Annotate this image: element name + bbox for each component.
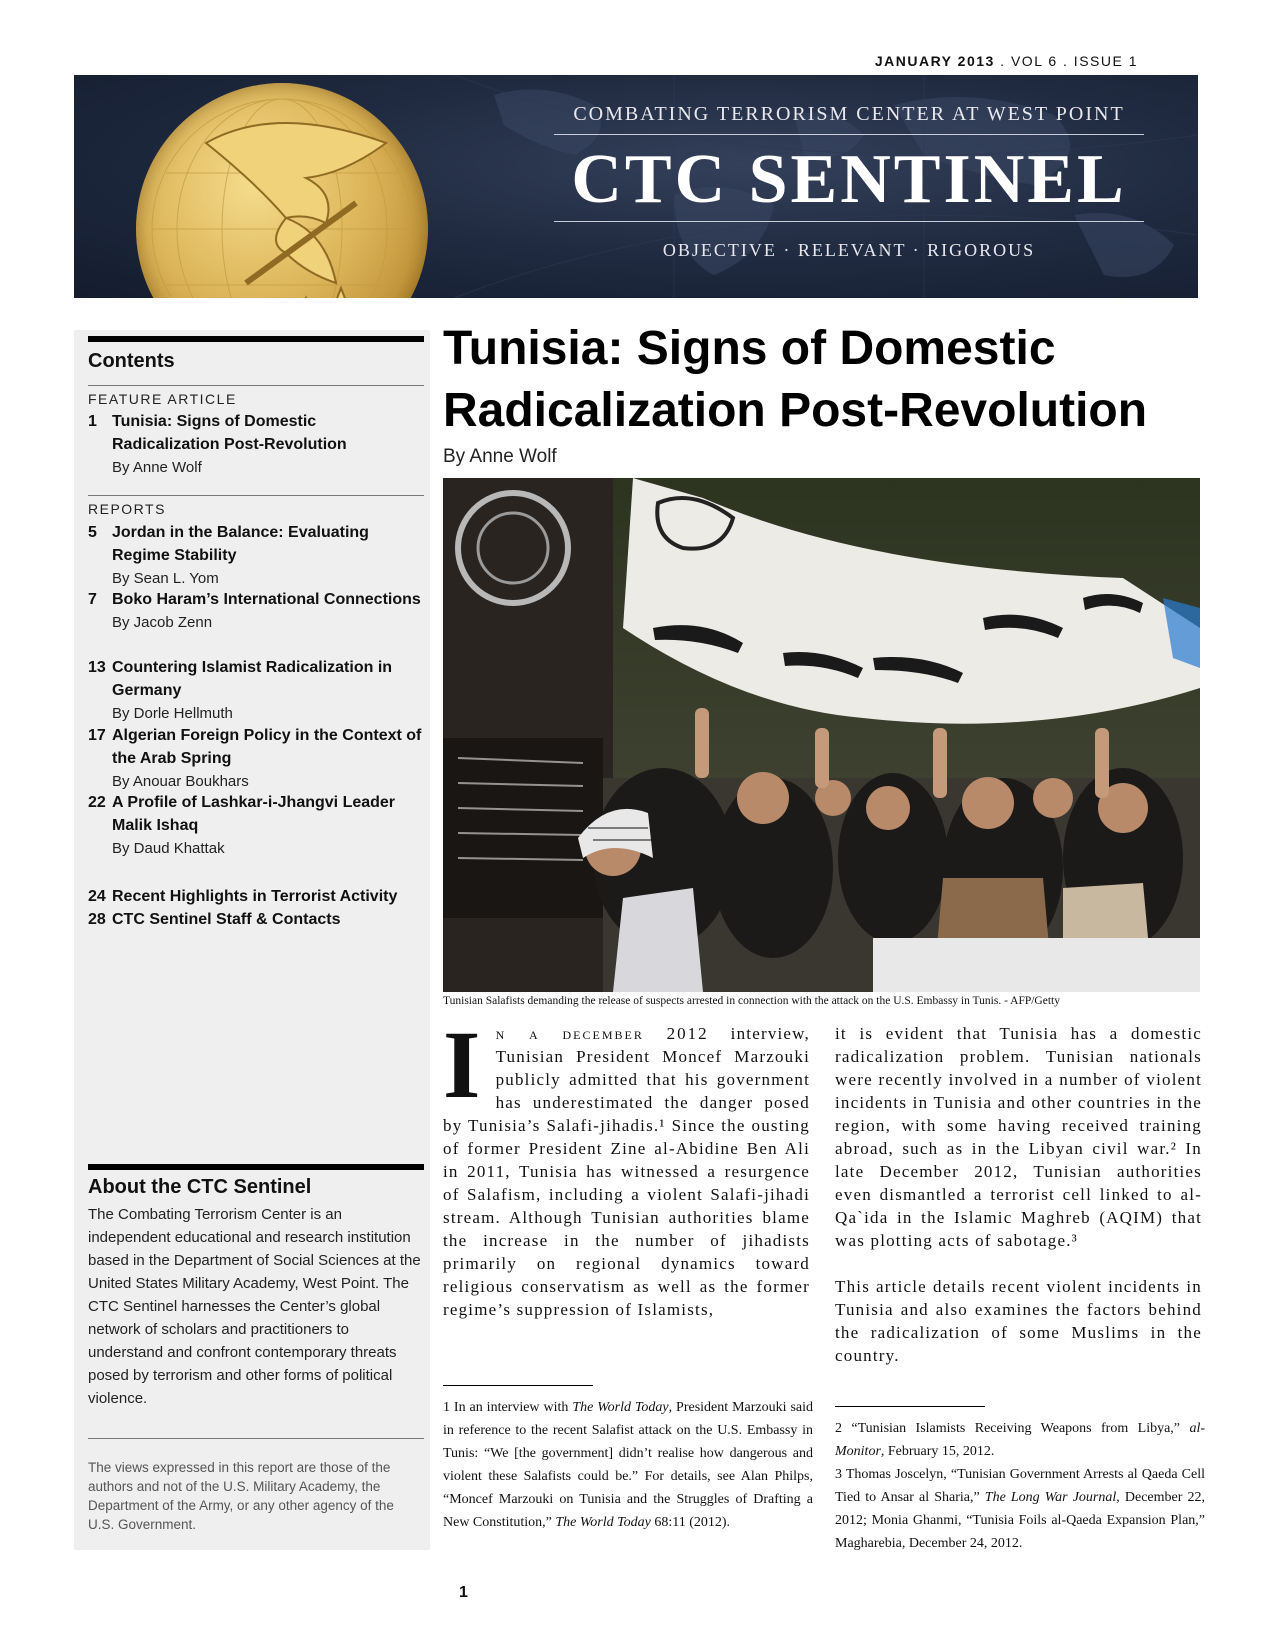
masthead bbox=[74, 75, 1198, 298]
issue-month: JANUARY 2013 bbox=[874, 53, 995, 69]
toc-author: By Anouar Boukhars bbox=[112, 773, 249, 790]
toc-author: By Dorle Hellmuth bbox=[112, 705, 233, 722]
footnote-2: 2 “Tunisian Islamists Receiving Weapons from Libya,” al-Monitor, February 15, 2012. bbox=[835, 1421, 1205, 1459]
article-column-2 bbox=[835, 1022, 1202, 1367]
article-photo-protest bbox=[443, 478, 1200, 992]
masthead-organization: COMBATING TERRORISM CENTER AT WEST POINT bbox=[573, 103, 1125, 125]
masthead-tagline: OBJECTIVE · RELEVANT · RIGOROUS bbox=[662, 240, 1036, 260]
issue-volume: . VOL 6 . ISSUE 1 bbox=[994, 53, 1138, 69]
toc-item-highlights[interactable] bbox=[88, 885, 424, 908]
toc-page-number: 5 bbox=[88, 524, 97, 541]
issue-line bbox=[875, 53, 1138, 69]
toc-page-number: 13 bbox=[88, 659, 106, 676]
toc-title: Jordan in the Balance: Evaluating Regime Stability bbox=[112, 524, 369, 564]
footnote-1: 1 In an interview with The World Today, President Marzouki said in reference to the recent Salafist attack on the U.S. Embassy in Tunis: “We [the government] didn’t realise how dangerous and violent these Salafists could be.” For details, see Alan Philps, “Moncef Marzouki on Tunisia and the Struggles of Drafting a New Constitution,” The World Today 68:11 (2012). bbox=[443, 1400, 813, 1530]
feature-article-label: FEATURE ARTICLE bbox=[88, 391, 237, 407]
drop-cap: I bbox=[443, 1011, 482, 1118]
article-paragraph: This article details recent violent incidents in Tunisia and also examines the factors behind the radicalization of some Muslims in the country. bbox=[835, 1277, 1202, 1365]
article-column-1 bbox=[443, 1011, 811, 1321]
toc-item-feature[interactable] bbox=[88, 410, 424, 479]
toc-title: Boko Haram’s International Connections bbox=[112, 591, 421, 608]
toc-author: By Daud Khattak bbox=[112, 840, 225, 857]
toc-title: Recent Highlights in Terrorist Activity bbox=[112, 888, 398, 905]
contents-heading: Contents bbox=[88, 350, 175, 372]
toc-item-report[interactable] bbox=[88, 588, 424, 634]
toc-author: By Anne Wolf bbox=[112, 459, 202, 476]
toc-item-staff[interactable] bbox=[88, 908, 424, 931]
reports-label: REPORTS bbox=[88, 501, 166, 517]
reports-rule bbox=[88, 495, 424, 496]
toc-page-number: 22 bbox=[88, 794, 106, 811]
contents-rule bbox=[88, 385, 424, 386]
toc-page-number: 1 bbox=[88, 413, 97, 430]
contents-top-bar bbox=[88, 336, 424, 342]
toc-title: A Profile of Lashkar-i-Jhangvi Leader Malik Ishaq bbox=[112, 794, 396, 834]
toc-title: CTC Sentinel Staff & Contacts bbox=[112, 911, 341, 928]
toc-title: Tunisia: Signs of Domestic Radicalization Post-Revolution bbox=[112, 413, 347, 453]
toc-author: By Sean L. Yom bbox=[112, 570, 219, 587]
toc-item-report[interactable] bbox=[88, 656, 424, 725]
about-heading: About the CTC Sentinel bbox=[88, 1176, 312, 1198]
article-paragraph: it is evident that Tunisia has a domestic radicalization problem. Tunisian nationals were recently involved in a number of violent incidents in Tunisia and other countries in the region, with some having received training abroad, such as in the Libyan civil war.² In late December 2012, Tunisian authorities even dismantled a terrorist cell linked to al-Qa`ida in the Islamic Maghreb (AQIM) that was plotting acts of sabotage.³ bbox=[835, 1024, 1202, 1250]
toc-page-number: 7 bbox=[88, 591, 97, 608]
toc-item-report[interactable] bbox=[88, 724, 424, 793]
footnote-rule-left bbox=[443, 1385, 593, 1386]
article-text-col1: interview, Tunisian President Moncef Marzouki publicly admitted that his government has underestimated the danger posed by Tunisia’s Salafi-jihadis.¹ Since the ousting of former President Zine al-Abidine Ben Ali in 2011, Tunisia has witnessed a resurgence of Salafism, including a violent Salafi-jihadi stream. Although Tunisian authorities blame the increase in the number of jihadists primarily on regional dynamics toward religious conservatism as well as the former regime’s suppression of Islamists, bbox=[443, 1024, 811, 1319]
toc-title: Algerian Foreign Policy in the Context of the Arab Spring bbox=[112, 727, 422, 767]
toc-item-report[interactable] bbox=[88, 791, 424, 860]
page-number: 1 bbox=[459, 1584, 468, 1601]
article-byline: By Anne Wolf bbox=[443, 446, 557, 467]
toc-item-report[interactable] bbox=[88, 521, 424, 590]
west-point-eagle-seal bbox=[136, 83, 428, 298]
lead-in: n a december 2012 bbox=[495, 1024, 709, 1043]
footnote-3: 3 Thomas Joscelyn, “Tunisian Government Arrests al Qaeda Cell Tied to Ansar al Sharia,” The Long War Journal, December 22, 2012; Monia Ghanmi, “Tunisia Foils al-Qaeda Expansion Plan,” Magharebia, December 24, 2012. bbox=[835, 1467, 1205, 1551]
about-text: The Combating Terrorism Center is an independent educational and research institution based in the Department of Social Sciences at the United States Military Academy, West Point. The CTC Sentinel harnesses the Center’s global network of scholars and practitioners to understand and confront contemporary threats posed by terrorism and other forms of political violence. bbox=[88, 1206, 421, 1407]
toc-page-number: 28 bbox=[88, 911, 106, 928]
masthead-rule-top bbox=[554, 134, 1144, 135]
article-title: Tunisia: Signs of Domestic Radicalization Post-Revolution bbox=[443, 322, 1148, 437]
photo-caption: Tunisian Salafists demanding the release of suspects arrested in connection with the attack on the U.S. Embassy in Tunis. - AFP/Getty bbox=[443, 995, 1060, 1007]
masthead-title: CTC SENTINEL bbox=[571, 141, 1127, 218]
disclaimer-rule bbox=[88, 1438, 424, 1439]
toc-page-number: 24 bbox=[88, 888, 106, 905]
about-top-bar bbox=[88, 1164, 424, 1170]
toc-title: Countering Islamist Radicalization in Germany bbox=[112, 659, 393, 699]
toc-page-number: 17 bbox=[88, 727, 106, 744]
disclaimer: The views expressed in this report are those of the authors and not of the U.S. Military Academy, the Department of the Army, or any other agency of the U.S. Government. bbox=[88, 1460, 394, 1532]
masthead-rule-bottom bbox=[554, 221, 1144, 222]
footnote-rule-right bbox=[835, 1406, 985, 1407]
sidebar bbox=[74, 330, 430, 1550]
toc-author: By Jacob Zenn bbox=[112, 614, 213, 631]
